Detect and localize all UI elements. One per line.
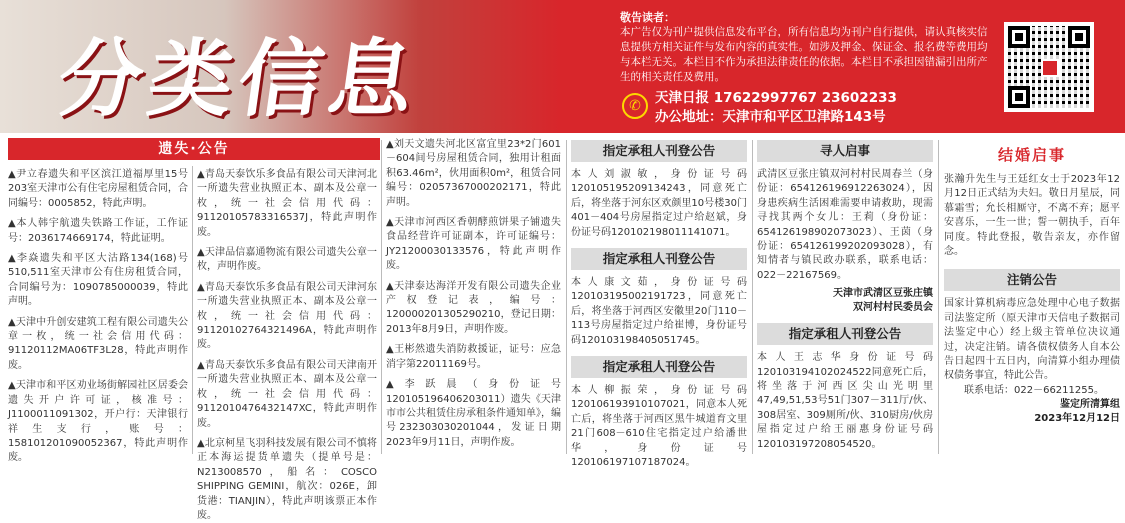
lost-notice-list-3 (386, 138, 561, 450)
lost-notice-heading: 遗失·公告 (8, 138, 380, 160)
list-item: ▲天津泰达海洋开发有限公司遗失企业产权登记表，编号：120000201305290210，登记日期：2013年8月9日，声明作废。 (386, 280, 561, 335)
reader-notice (620, 10, 990, 85)
column-missing-person (757, 138, 933, 456)
list-item: ▲刘天文遗失河北区富宜里23*2门601－604间号房屋租赁合同，独用计租面积63.46m²，伙用面积0m²，租赁合同编号：02057367000202171，特此声明。 (386, 139, 561, 208)
column-lost-notices-2 (197, 168, 377, 521)
qr-code-icon (1004, 22, 1094, 112)
tenant-notice-title: 指定承租人刊登公告 (757, 323, 933, 345)
tenant-notice-title: 指定承租人刊登公告 (571, 140, 747, 162)
header-banner (0, 0, 1125, 133)
list-item: ▲李焱遗失和平区大沽路134(168)号510,511室天津市公有住房租赁合同，合同编号为：1090785000039，特此声明。 (8, 253, 188, 308)
tenant-notice-title: 指定承租人刊登公告 (571, 248, 747, 270)
tenant-notice-body: 本人康文茹，身份证号码120103195002191723，同意死亡后，将坐落于河西区安徽里20门110－113号房屋指定过户给崔博，身份证号码120103198405051745。 (571, 277, 747, 346)
notice-body: 本广告仅为刊户提供信息发布平台，所有信息均为刊户自行提供，请认真核实信息提供方相关证件与发布内容的真实性。如涉及押金、保证金、报名费等费用均与本栏无关。本栏目不作为承担法律责任的依据。本栏目不承担因错漏引出所产生的相关责任及费用。 (620, 26, 988, 83)
wedding-body: 张瀚升先生与王廷红女士于2023年12月12日正式结为夫妇。敬日月星辰，同慕霜雪；允长相厮守，不离不弃；愿平安喜乐，一生一世；誓一朝执手，百年同度。特此登报，敬告亲友，亦作留念。 (944, 174, 1120, 258)
list-item: ▲本人韩宇航遗失铁路工作证，工作证号：2036174669174，特此证明。 (8, 218, 188, 244)
tenant-notice-body: 本人刘淑敏，身份证号码120105195209134243，同意死亡后，将坐落于河东区欢颜里10号楼30门401－404号房屋指定过户给赵斌，身份证号码120102198011141071。 (571, 169, 747, 238)
missing-person-body: 武清区豆张庄镇双河村村民周春兰（身份证：654126196912263024），因身患疾病生活困难需要申请救助，现需寻找其两个女儿：王莉（身份证：654126198902073023）、王茵（身份证：654126199202093028），有知情者与镇民政办联系，联系电话：022－22167569。 (757, 169, 933, 281)
column-tenant-notices (571, 138, 747, 469)
cancel-body: 国家计算机病毒应急处理中心电子数据司法鉴定所（原天津市天信电子数据司法鉴定中心）经上级主管单位决议通过，决定注销。请各债权债务人自本公告日起四十五日内，向清算小组办理债权债务事宜，特此公告。 (944, 298, 1120, 382)
signature-date: 2023年12月12日 (1034, 413, 1120, 425)
contact-info (655, 89, 897, 127)
list-item: ▲王彬然遗失消防救援证，证号：应急消字第22011169号。 (386, 344, 561, 370)
phone-icon: ✆ (622, 93, 648, 119)
signature-line: 鉴定所清算组 (1060, 399, 1120, 411)
column-divider (566, 140, 567, 454)
page-title: 分类信息 (52, 30, 426, 128)
column-divider (381, 140, 382, 454)
list-item: ▲天津中升创安建筑工程有限公司遗失公章一枚，统一社会信用代码：91120112MA06TF3L28，特此声明作废。 (8, 316, 188, 371)
office-address: 办公地址：天津市和平区卫津路143号 (655, 109, 886, 125)
list-item: ▲天津市和平区劝业场街解园社区居委会遗失开户许可证，核准号：J1100011091302，开户行：天津银行祥生支行，账号：158101201090052367，特此声明作废。 (8, 380, 188, 464)
list-item: ▲青岛天泰饮乐多食品有限公司天津河北一所遗失营业执照正本、副本及公章一枚，统一社会信用代码：91120105783316537J，特此声明作废。 (197, 169, 377, 238)
list-item: ▲尹立春遗失和平区滨江道福厚里15号203室天津市公有住宅房屋租赁合同，合同编号：0005852，特此声明。 (8, 169, 188, 209)
cancel-contact: 联系电话：022－66211255。 (964, 384, 1104, 396)
missing-person-title: 寻人启事 (757, 140, 933, 162)
hotline: 天津日报 17622997767 23602233 (655, 90, 897, 106)
column-divider (752, 140, 753, 454)
lost-notice-list-2 (197, 168, 377, 523)
column-lost-notices (8, 138, 230, 464)
column-divider (938, 140, 939, 454)
notice-heading: 敬告读者： (620, 11, 675, 24)
list-item: ▲李跃晨（身份证号120105196406203011）遗失《天津市市公共租赁住房承租条件通知单》，编号232303030201044，发证日期2023年9月11日，声明作废。 (386, 379, 561, 448)
list-item: ▲北京柯星飞羽科技发展有限公司不慎将正本海运提货单遗失（提单号是：N213008570，船名：COSCO SHIPPING GEMINI，航次：026E，卸货港：TIANJIN），特此声明该票正本作废。 (197, 437, 377, 521)
tenant-notice-title: 指定承租人刊登公告 (571, 356, 747, 378)
tenant-notice-body: 本人柳振荣，身份证号码120106193910107021，同意本人死亡后，将坐落于河西区黑牛城道育文里21门608－610住宅指定过户给潘世华，身份证号120106197107187024。 (571, 385, 747, 469)
column-divider (192, 166, 193, 454)
wedding-title: 结婚启事 (997, 146, 1066, 164)
lost-notice-list (8, 168, 188, 466)
list-item: ▲青岛天泰饮乐多食品有限公司天津南开一所遗失营业执照正本、副本及公章一枚，统一社会信用代码：9112010476432147XC，特此声明作废。 (197, 359, 377, 429)
column-lost-notices-3 (386, 138, 561, 456)
list-item: ▲天津市河西区香朝酵煎饼果子铺遗失食品经营许可证副本，许可证编号：JY21200030133576，特此声明作废。 (386, 217, 561, 272)
list-item: ▲青岛天泰饮乐多食品有限公司天津河东一所遗失营业执照正本、副本及公章一枚，统一社会信用代码：91120102764321496A，特此声明作废。 (197, 281, 377, 351)
tenant-notice-body: 本人王志华身份证号码120103194102024522同意死亡后，将坐落于河西区尖山光明里47,49,51,53号51门307－311厅/伙、308居室、309厕所/伙、310厨房/伙房屋指定过户给王丽惠身份证号码120103197208054520。 (757, 352, 933, 450)
cancel-title: 注销公告 (944, 269, 1120, 291)
list-item: ▲天津品信嘉通物流有限公司遗失公章一枚，声明作废。 (197, 247, 377, 273)
column-wedding-cancel (944, 138, 1120, 456)
signature-line: 双河村村民委员会 (853, 302, 933, 314)
signature-line: 天津市武清区豆张庄镇 (833, 288, 933, 300)
